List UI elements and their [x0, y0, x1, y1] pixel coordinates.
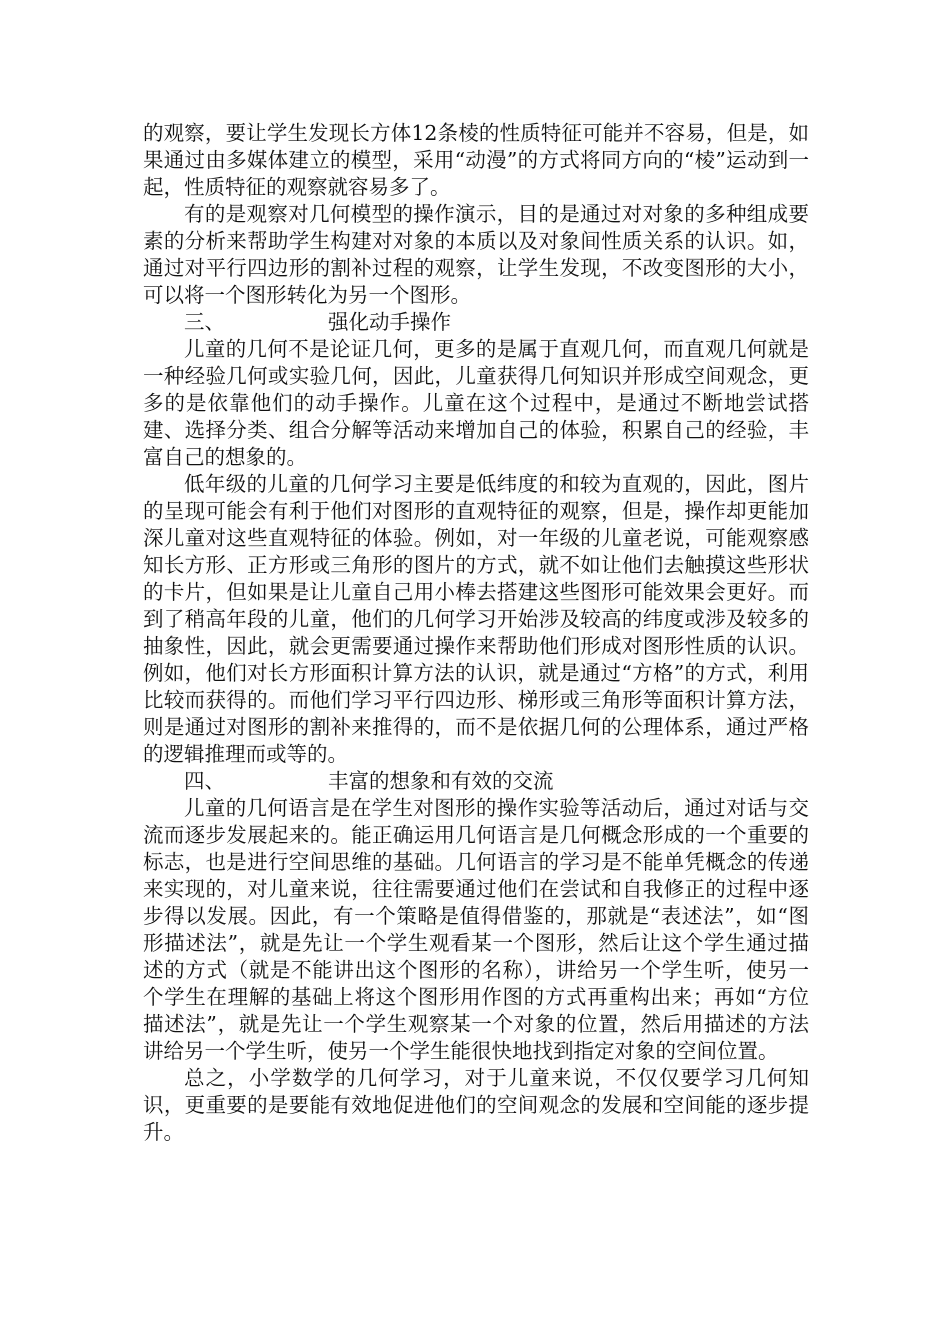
- section-heading: [143, 768, 809, 795]
- section-number: 三、: [184, 310, 225, 334]
- section-heading: [143, 309, 809, 336]
- section-title: 丰富的想象和有效的交流: [328, 769, 554, 793]
- section-title: 强化动手操作: [328, 310, 451, 334]
- paragraph: 有的是观察对几何模型的操作演示，目的是通过对对象的多种组成要素的分析来帮助学生构建对对象的本质以及对象间性质关系的认识。如，通过对平行四边形的割补过程的观察，让学生发现，不改变图形的大小，可以将一个图形转化为另一个图形。: [143, 202, 809, 307]
- paragraph: 总之，小学数学的几何学习，对于儿童来说，不仅仅要学习几何知识，更重要的是要能有效地促进他们的空间观念的发展和空间能的逐步提升。: [143, 1066, 809, 1144]
- paragraph: 的观察，要让学生发现长方体12条棱的性质特征可能并不容易，但是，如果通过由多媒体建立的模型，采用“动漫”的方式将同方向的“棱”运动到一起，性质特征的观察就容易多了。: [143, 121, 809, 199]
- paragraph: 儿童的几何不是论证几何，更多的是属于直观几何，而直观几何就是一种经验几何或实验几何，因此，儿童获得几何知识并形成空间观念，更多的是依靠他们的动手操作。儿童在这个过程中，是通过不断地尝试搭建、选择分类、组合分解等活动来增加自己的体验，积累自己的经验，丰富自己的想象的。: [143, 337, 809, 469]
- section-number: 四、: [184, 769, 225, 793]
- paragraph: 儿童的几何语言是在学生对图形的操作实验等活动后，通过对话与交流而逐步发展起来的。能正确运用几何语言是几何概念形成的一个重要的标志，也是进行空间思维的基础。几何语言的学习是不能单凭概念的传递来实现的，对儿童来说，往往需要通过他们在尝试和自我修正的过程中逐步得以发展。因此，有一个策略是值得借鉴的，那就是“表述法”，如“图形描述法”，就是先让一个学生观看某一个图形，然后让这个学生通过描述的方式（就是不能讲出这个图形的名称），讲给另一个学生听，使另一个学生在理解的基础上将这个图形用作图的方式再重构出来；再如“方位描述法”，就是先让一个学生观察某一个对象的位置，然后用描述的方法讲给另一个学生听，使另一个学生能很快地找到指定对象的空间位置。: [143, 796, 809, 1063]
- document-page: [143, 120, 809, 1146]
- paragraph: 低年级的儿童的几何学习主要是低纬度的和较为直观的，因此，图片的呈现可能会有利于他们对图形的直观特征的观察，但是，操作却更能加深儿童对这些直观特征的体验。例如，对一年级的儿童老说，可能观察感知长方形、正方形或三角形的图片的方式，就不如让他们去触摸这些形状的卡片，但如果是让儿童自己用小棒去搭建这些图形可能效果会更好。而到了稍高年段的儿童，他们的几何学习开始涉及较高的纬度或涉及较多的抽象性，因此，就会更需要通过操作来帮助他们形成对图形性质的认识。例如，他们对长方形面积计算方法的认识，就是通过“方格”的方式，利用比较而获得的。而他们学习平行四边形、梯形或三角形等面积计算方法，则是通过对图形的割补来推得的，而不是依据几何的公理体系，通过严格的逻辑推理而或等的。: [143, 472, 809, 766]
